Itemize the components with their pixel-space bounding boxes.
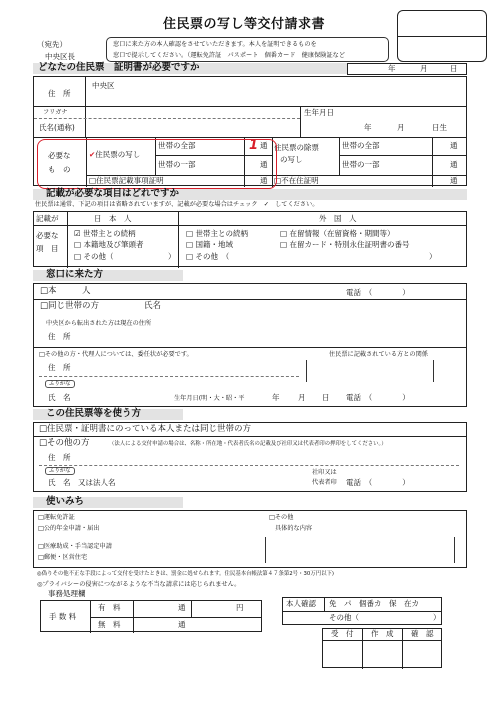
office-heading: 事務処理欄 (48, 589, 86, 598)
fee-paid: 有 料 (98, 603, 121, 612)
mid-item-3[interactable]: □ その他 （ (186, 252, 230, 261)
purpose-bracket-box (265, 537, 455, 563)
purpose-4[interactable]: □郵便・区営住宅 (38, 554, 88, 561)
tsu-2: 通 (260, 160, 268, 169)
jp-item-1[interactable]: ☑ 世帯主との続柄 (74, 229, 136, 238)
moved-address-label: 住 所 (48, 332, 71, 341)
birth-col (300, 106, 301, 137)
addressee-mayor: 中央区長 (45, 52, 75, 61)
user-name-label: 氏 名 又は法人名 (48, 478, 116, 487)
date-year: 年 (388, 64, 396, 73)
juminhyo-copy-label: 住民票の写し (95, 150, 141, 159)
footer-note-2: ◎プライバシーの侵害につながるような不当な請求には応じられません。 (37, 581, 241, 588)
fee-table (40, 600, 262, 632)
user-phone: 電話 （ ） (346, 478, 410, 487)
fee-free: 無 料 (98, 620, 121, 629)
birth-day: 日生 (432, 123, 447, 132)
section3-heading: 窓口に来た方 (46, 269, 104, 280)
s2-col-divider (178, 212, 179, 268)
row-divider-1 (34, 106, 466, 107)
birth-month: 月 (397, 123, 405, 132)
agent-month: 月 (298, 393, 306, 402)
joseki-setai-all: 世帯の全部 (342, 141, 380, 150)
user-option-1[interactable]: □住民票・証明書にのっている本人または同じ世帯の方 (39, 424, 251, 434)
section5-table (33, 510, 467, 568)
jp-item-2[interactable]: □ 本籍地及び筆頭者 (74, 240, 144, 249)
purpose-1[interactable]: □運転免許証 (38, 514, 75, 521)
birth-label: 生年月日 (304, 108, 334, 117)
user-address-label: 住 所 (48, 453, 71, 462)
joseki-copy-2: の写し (280, 155, 303, 164)
date-box (347, 63, 467, 75)
purpose-2[interactable]: □公的年金申請・届出 (38, 525, 100, 532)
kisai-cert-option[interactable]: □住民票記載事項証明 (89, 176, 164, 185)
tsu-3: 通 (450, 141, 458, 150)
setai-part-label: 世帯の一部 (158, 160, 196, 169)
section1-heading: どなたの住民票 証明書が必要ですか (38, 62, 200, 73)
fr-item-1[interactable]: □ 在留情報（在留資格・期間等） (280, 229, 395, 238)
joseki-setai-part: 世帯の一部 (342, 160, 380, 169)
agent-note[interactable]: □その他の方・代理人については、委任状が必要です。 (39, 351, 193, 358)
user-address-line (39, 465, 459, 466)
fee-tsu-1: 通 (178, 603, 186, 612)
birth-year: 年 (364, 123, 372, 132)
fee-divider (91, 617, 261, 618)
agent-name-label: 氏 名 (48, 393, 71, 402)
s4-divider-1 (34, 436, 466, 437)
relation-note: 住民票に記載されている方との関係 (329, 351, 428, 358)
name-label: 氏名(通称) (39, 123, 75, 132)
process-table (322, 628, 442, 668)
section4-table (33, 422, 467, 492)
purpose-3[interactable]: □医療助成・手当認定申請 (38, 543, 112, 550)
section3-table (33, 283, 467, 407)
section2-table (33, 211, 467, 267)
jp-item-3[interactable]: □ その他（ (74, 252, 114, 261)
purpose-concrete: 具体的な内容 (275, 525, 313, 532)
id-check-divider (325, 611, 441, 612)
jp-header: 日 本 人 (94, 214, 132, 223)
user-seal-1: 社印又は (312, 469, 337, 476)
self-option[interactable]: □本 人 (40, 286, 91, 296)
fuzai-cert-option[interactable]: □不在住証明 (274, 176, 319, 185)
fee-tsu-2: 通 (178, 620, 186, 629)
fee-yen: 円 (236, 603, 244, 612)
s2-label-1: 記載が (36, 214, 59, 223)
stamp-box (397, 10, 487, 62)
red-highlight-outline (37, 139, 277, 189)
user-seal-2: 代表者印 (312, 479, 337, 486)
id-check-label: 本人確認 (286, 599, 316, 608)
fee-qty-col (133, 601, 134, 633)
need-label-2: も の (48, 165, 71, 174)
handwritten-quantity: 1 (249, 138, 259, 153)
same-household-option[interactable]: □同じ世帯の方 (40, 301, 100, 311)
tsu-4: 通 (450, 160, 458, 169)
s2-label-3: 項 目 (36, 244, 59, 253)
tsu-1: 通 (260, 141, 268, 150)
section2-note: 住民票は通常、下記の項目は省略されていますが、記載が必要な場合はチェック ✓ してください。 (35, 201, 319, 208)
fr-header: 外 国 人 (319, 214, 357, 223)
check-mark-icon: ✔ (89, 150, 96, 159)
relation-bracket-box (306, 360, 434, 382)
fee-yen-col (191, 601, 192, 617)
agent-day: 日 (322, 393, 330, 402)
address-value: 中央区 (92, 81, 115, 90)
process-create: 作 成 (371, 629, 394, 638)
addressee-label: （宛先） (37, 40, 67, 49)
id-check-other: その他（ (329, 613, 359, 622)
s2-header-divider (68, 225, 466, 226)
agent-birth: 生年月日(明・大・昭・平 (174, 395, 245, 402)
notice-line2: 窓口で提示してください。（運転免許証 パスポート 個番カード 健康保険証など (113, 52, 346, 59)
mid-item-2[interactable]: □ 国籍・地域 (186, 240, 233, 249)
tsu-6: 通 (450, 176, 458, 185)
fee-label: 手 数 料 (49, 612, 77, 621)
page-title: 住民票の写し等交付請求書 (163, 17, 326, 32)
s3-divider-1 (34, 299, 466, 300)
joseki-setai-divider (339, 155, 466, 156)
moved-note: 中央区から転出された方は現在の住所 (46, 320, 152, 327)
user-option-2[interactable]: □その他の方 (39, 438, 90, 448)
process-accept: 受 付 (331, 629, 354, 638)
fr-item-2[interactable]: □ 在留カード・特別永住証明書の番号 (280, 240, 410, 249)
agent-address-line (39, 376, 299, 377)
agent-furigana: ふりがな (45, 380, 75, 388)
fr-paren-close: ） (429, 252, 437, 261)
same-household-name-label: 氏名 (144, 301, 162, 311)
s2-label-2: 必要な (36, 231, 59, 240)
stamp-divider (398, 36, 486, 37)
process-confirm: 確 認 (411, 629, 434, 638)
furigana-line (34, 118, 300, 119)
footer-note-1: ◎偽りその他不正な手段によって交付を受けたときは、罰金に処せられます。住民基本台帳法第４７条第2号・30万円以下) (37, 571, 334, 577)
section2-heading: 記載が必要な項目はどれですか (46, 188, 180, 199)
tsu-5: 通 (260, 176, 268, 185)
id-check-paren: ） (433, 613, 441, 622)
joseki-copy-1[interactable]: 住民票の除票 (274, 143, 319, 152)
joseki-qty-col (432, 137, 433, 187)
user-option-2-note: （法人による交付申請の場合は、名称・所在地・代表者氏名の記載及び社印又は代表者印の押印をしてください。） (109, 441, 387, 447)
mid-item-1[interactable]: □ 世帯主との続柄 (186, 229, 248, 238)
section4-heading: この住民票等を使う方 (46, 408, 142, 419)
setai-all-label: 世帯の全部 (158, 141, 196, 150)
user-furigana: ふりがな (45, 467, 75, 475)
self-phone: 電話 （ ） (346, 288, 410, 297)
agent-address-label: 住 所 (48, 363, 71, 372)
s2-label-divider (34, 225, 68, 226)
notice-box (106, 37, 389, 62)
jp-paren-close: ） (168, 252, 176, 261)
furigana-label: フリガナ (43, 109, 68, 116)
notice-line1: 窓口に来た方の本人確認をさせていただきます。本人を証明できるものを (113, 41, 317, 48)
date-day: 日 (450, 64, 458, 73)
agent-phone: 電話 （ ） (346, 393, 410, 402)
section5-heading: 使いみち (46, 496, 85, 507)
agent-year: 年 (272, 393, 280, 402)
joseki-setai-col (339, 137, 340, 175)
id-check-table (282, 597, 442, 625)
need-label-1: 必要な (48, 151, 71, 160)
purpose-other[interactable]: □その他 (269, 514, 294, 521)
id-check-items: 免 パ 個番カ 保 在カ (329, 599, 419, 608)
s3-divider-2 (34, 347, 466, 348)
date-month: 月 (420, 64, 428, 73)
address-label: 住 所 (48, 89, 71, 98)
